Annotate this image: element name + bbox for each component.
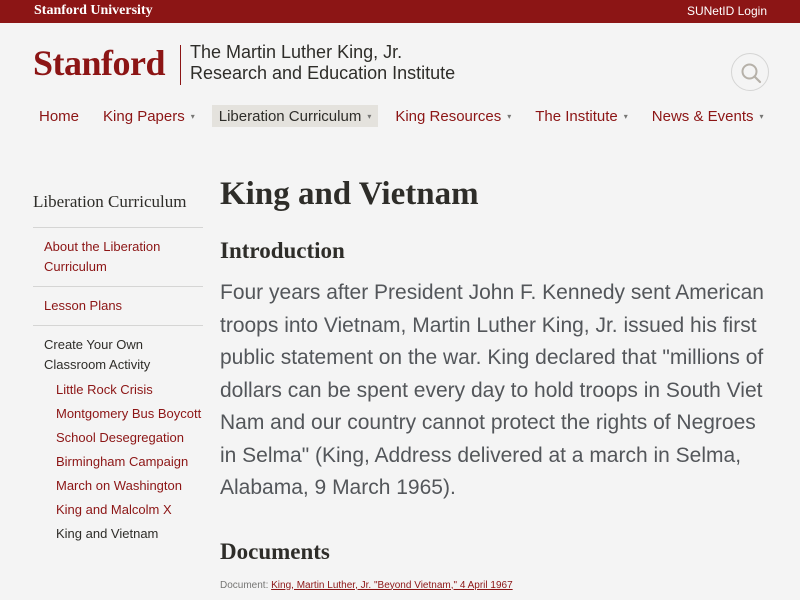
chevron-down-icon: ▾ (507, 111, 512, 121)
chevron-down-icon: ▾ (190, 111, 195, 121)
site-title-line-2: Research and Education Institute (190, 63, 456, 83)
sidebar-item-about[interactable]: About the Liberation Curriculum (33, 228, 203, 287)
sidebar-subitem-little-rock[interactable]: Little Rock Crisis (56, 382, 153, 397)
nav-label: Liberation Curriculum (218, 107, 362, 125)
sunetid-login-link[interactable]: SUNetID Login (686, 4, 767, 18)
nav-label: King Papers (103, 107, 185, 125)
document-link[interactable]: King, Martin Luther, Jr. "Beyond Vietnam," 4 April 1967 (271, 579, 513, 591)
nav-home[interactable] (33, 105, 86, 127)
sidebar-subitem-king-vietnam[interactable]: King and Vietnam (56, 526, 159, 541)
introduction-text: Four years after President John F. Kennedy sent American troops into Vietnam, Martin Luther King, Jr. issued his first public statement on the war. King declared that "millions of dollars can be spent every day to hold troops in South Viet Nam and our country cannot protect the rights of Negroes in Selma" (King, Address delivered at a march in Selma, Alabama, 9 March 1965). (220, 281, 764, 499)
chevron-down-icon: ▾ (623, 111, 628, 121)
document-prefix: Document: (220, 579, 272, 591)
nav-news-events[interactable] (645, 105, 771, 127)
nav-label: King Resources (395, 107, 502, 125)
nav-king-resources[interactable] (388, 105, 518, 127)
nav-label: The Institute (535, 107, 618, 125)
nav-the-institute[interactable] (528, 105, 635, 127)
sidebar-nav (33, 190, 203, 546)
sidebar-title[interactable]: Liberation Curriculum (33, 190, 203, 228)
sidebar-subitem-birmingham[interactable]: Birmingham Campaign (56, 454, 189, 469)
stanford-logo[interactable]: Stanford (33, 43, 166, 83)
introduction-heading: Introduction (220, 238, 345, 263)
sidebar-item-create-activity[interactable]: Create Your Own Classroom Activity (44, 337, 151, 372)
nav-liberation-curriculum[interactable] (212, 105, 379, 127)
document-entry (220, 580, 780, 591)
chevron-down-icon: ▾ (367, 111, 372, 121)
main-nav (33, 105, 781, 127)
site-title-line-1: The Martin Luther King, Jr. (190, 42, 403, 62)
site-title[interactable] (190, 42, 455, 84)
sidebar-subitem-march-on-washington[interactable]: March on Washington (56, 478, 182, 493)
search-icon (740, 62, 762, 84)
page-title: King and Vietnam (220, 176, 479, 212)
nav-label: Home (39, 107, 80, 125)
nav-label: News & Events (651, 107, 754, 125)
nav-king-papers[interactable] (96, 105, 202, 127)
sidebar-item-lesson-plans[interactable]: Lesson Plans (33, 287, 203, 326)
sidebar-subitem-king-malcolm-x[interactable]: King and Malcolm X (56, 502, 172, 517)
documents-heading: Documents (220, 538, 330, 564)
stanford-university-link[interactable]: Stanford University (34, 3, 153, 18)
global-header-bar (0, 0, 800, 23)
chevron-down-icon: ▾ (759, 111, 764, 121)
logo-divider (180, 45, 181, 85)
sidebar-subitem-montgomery[interactable]: Montgomery Bus Boycott (56, 406, 202, 421)
search-button[interactable] (731, 53, 769, 91)
sidebar-subitem-school-desegregation[interactable]: School Desegregation (56, 430, 184, 445)
main-content (220, 170, 780, 591)
